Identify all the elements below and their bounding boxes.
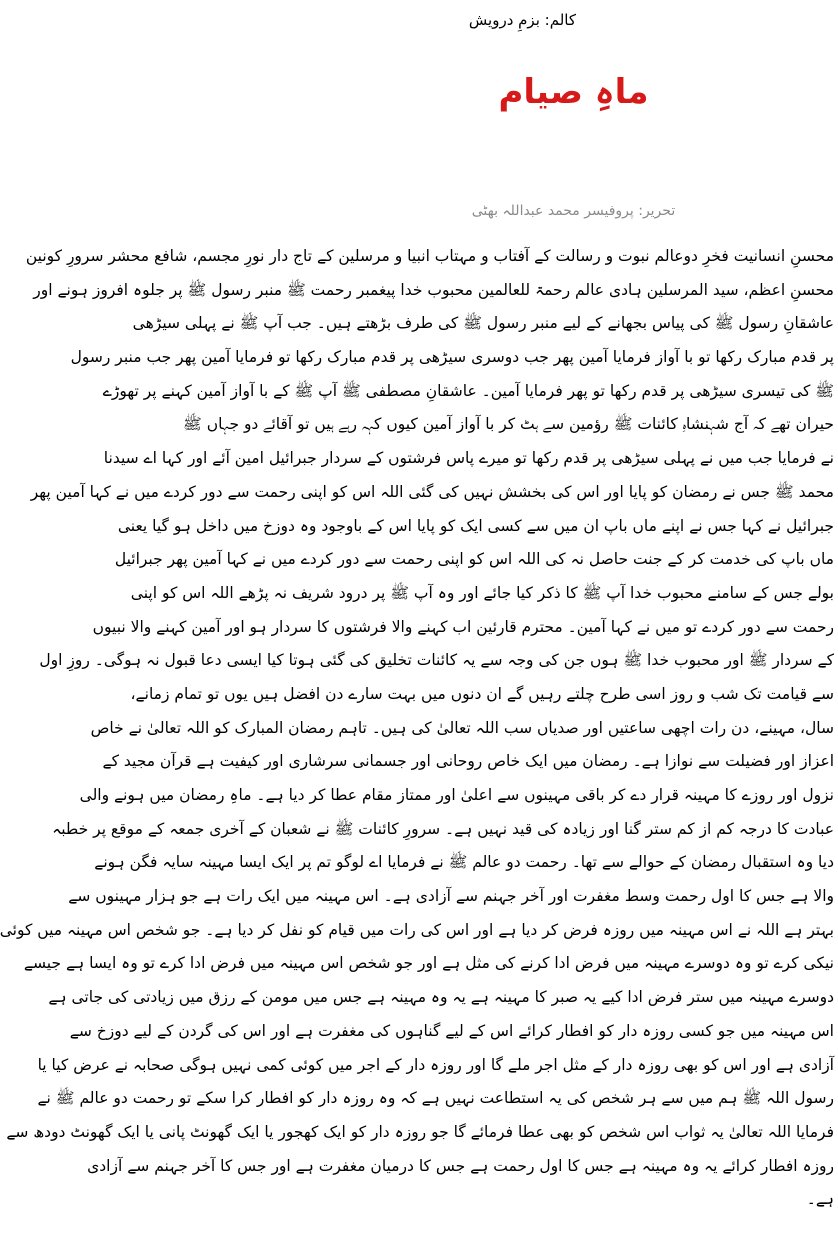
body-line: روزہ افطار کرائے یہ وہ مہینہ ہے جس کا اول رحمت ہے جس کا درمیان مغفرت ہے اور جس کا آخر جہنم سے آزادی (87, 1156, 834, 1175)
body-line: اعزاز اور فضیلت سے نوازا ہے۔ رمضان میں ایک خاص روحانی اور جسمانی سرشاری اور کیفیت ہے قرآن مجید کے (102, 752, 834, 771)
body-line: عبادت کا درجہ کم از کم ستر گنا اور زیادہ کی قید نہیں ہے۔ سرورِ کائنات ﷺ نے شعبان کے آخری جمعہ کے موقع پر خطبہ (52, 819, 834, 838)
body-line: محمد ﷺ جس نے رمضان کو پایا اور اس کی بخشش نہیں کی گئی اللہ اس کو اپنی رحمت سے دور کردے میں نے کہا آمین پھر (30, 482, 834, 501)
body-line: بہتر ہے اللہ نے اس مہینہ میں روزہ فرض کر دیا ہے اور اس کی رات میں قیام کو نفل کر دیا ہے۔ جو شخص اس مہینہ میں کوئی (0, 920, 834, 939)
body-line: آزادی ہے اور اس کو بھی روزہ دار کے مثل اجر ملے گا اور روزہ دار کے اجر میں کوئی کمی نہیں ہوگی صحابہ نے عرض کیا یا (37, 1055, 834, 1074)
body-line: اس مہینہ میں جو کسی روزہ دار کو افطار کرائے اس کے لیے گناہوں کی مغفرت ہے اور اس کی گردن کے لیے دوزخ سے (69, 1021, 834, 1040)
body-line: ہے۔ (806, 1190, 834, 1209)
column-label: کالم: (544, 11, 576, 29)
body-line: جبرائیل نے کہا جس نے اپنے ماں باپ ان میں سے کسی ایک کو پایا اس کے باوجود وہ دوزخ میں داخل ہو گیا یعنی (117, 516, 834, 535)
article-title: ماہِ صیام (498, 72, 649, 112)
body-line: نزول اور روزے کا مہینہ قرار دے کر باقی مہینوں سے اعلیٰ اور ممتاز مقام عطا کر دیا ہے۔ ماہِ رمضان میں ہونے والی (79, 786, 834, 804)
column-header (469, 10, 576, 30)
body-line: رحمت سے دور کردے تو میں نے کہا آمین۔ محترم قارئین اب کہنے والا فرشتوں کا سردار ہو اور آمین کہنے والا نبیوں (92, 617, 834, 636)
body-line: ماں باپ کی خدمت کر کے جنت حاصل نہ کی اللہ اس کو اپنی رحمت سے دور کردے میں نے کہا آمین پھر جبرائیل (114, 550, 834, 569)
body-line: محسنِ انسانیت فخرِ دوعالم نبوت و رسالت کے آفتاب و مہتاب انبیا و مرسلین کے تاج دار نورِ مجسم، شافع محشر سرورِ کونین (25, 247, 834, 265)
body-line: سال، مہینے، دن رات اچھی ساعتیں اور صدیاں سب اللہ تعالیٰ کی ہیں۔ تاہم رمضان المبارک کو اللہ تعالیٰ نے خاص (90, 718, 834, 737)
body-line: سے قیامت تک شب و روز اسی طرح چلتے رہیں گے ان دنوں میں بہت سارے دن افضل ہیں یوں تو تمام زمانے، (130, 684, 834, 703)
body-line: نیکی کرے تو وہ دوسرے مہینہ میں فرض ادا کرنے کی مثل ہے اور جو شخص اس مہینہ میں فرض ادا کرے تو وہ ایسا ہے جیسے (23, 954, 834, 973)
body-line: عاشقانِ رسول ﷺ کی پیاس بجھانے کے لیے منبر رسول ﷺ کی طرف بڑھتے ہیں۔ جب آپ ﷺ نے پہلی سیڑھی (132, 314, 834, 333)
author-byline: تحریر: پروفیسر محمد عبداللہ بھٹی (471, 203, 676, 219)
body-line: رسول اللہ ﷺ ہم میں سے ہر شخص کی یہ استطاعت نہیں ہے کہ وہ روزہ دار کو افطار کرا سکے تو رحمت دو عالم ﷺ نے (37, 1089, 834, 1108)
body-line: کے سردار ﷺ اور محبوب خدا ﷺ ہوں جن کی وجہ سے یہ کائنات تخلیق کی گئی ہوتا کیا ایسی دعا قبول نہ ہوگی۔ روزِ اول (39, 651, 834, 670)
body-line: بولے جس کے سامنے محبوب خدا آپ ﷺ کا ذکر کیا جائے اور وہ آپ ﷺ پر درود شریف نہ پڑھے اللہ اس کو اپنی (130, 583, 834, 602)
body-line: حیران تھے کہ آج شہنشاہِ کائنات ﷺ رؤمین سے ہٹ کر با آواز آمین کیوں کہہ رہے ہیں تو آقائے دو جہاں ﷺ (183, 415, 834, 434)
body-line: دوسرے مہینہ میں ستر فرض ادا کیے یہ صبر کا مہینہ ہے یہ وہ مہینہ ہے جس میں مومن کے رزق میں زیادتی کی جاتی ہے (48, 988, 834, 1007)
article-body (0, 240, 834, 1254)
body-line: پر قدم مبارک رکھا تو با آواز فرمایا آمین پھر جب دوسری سیڑھی پر قدم مبارک رکھا تو فرمایا آمین پھر جب منبر رسول (70, 348, 834, 367)
body-line: محسنِ اعظم، سید المرسلین ہادی عالم رحمۃ للعالمین محبوب خدا پیغمبر رحمت ﷺ منبر رسول ﷺ پر جلوہ افروز ہونے اور (33, 280, 834, 299)
body-line (313, 1217, 834, 1251)
body-line: فرمایا اللہ تعالیٰ یہ ثواب اس شخص کو بھی عطا فرمائے گا جو روزہ دار کو ایک کھجور یا ایک گھونٹ پانی یا ایک گھونٹ دودھ سے (6, 1122, 834, 1141)
body-line: نے فرمایا جب میں نے پہلی سیڑھی پر قدم رکھا تو میرے پاس فرشتوں کے سردار جبرائیل امین آئے اور کہا اے سیدنا (103, 449, 834, 468)
body-line: دیا وہ استقبال رمضان کے حوالے سے تھا۔ رحمت دو عالم ﷺ نے فرمایا اے لوگو تم پر ایک ایسا مہینہ سایہ فگن ہونے (94, 853, 834, 872)
body-line: والا ہے جس کا اول رحمت وسط مغفرت اور آخر جہنم سے آزادی ہے۔ اس مہینہ میں ایک رات ہے جو ہزار مہینوں سے (68, 887, 834, 906)
body-line: ﷺ کی تیسری سیڑھی پر قدم رکھا تو پھر فرمایا آمین۔ عاشقانِ مصطفی ﷺ آپ ﷺ کے با آواز آمین کہنے پر تھوڑے (102, 381, 834, 400)
column-name: بزمِ درویش (468, 11, 540, 29)
